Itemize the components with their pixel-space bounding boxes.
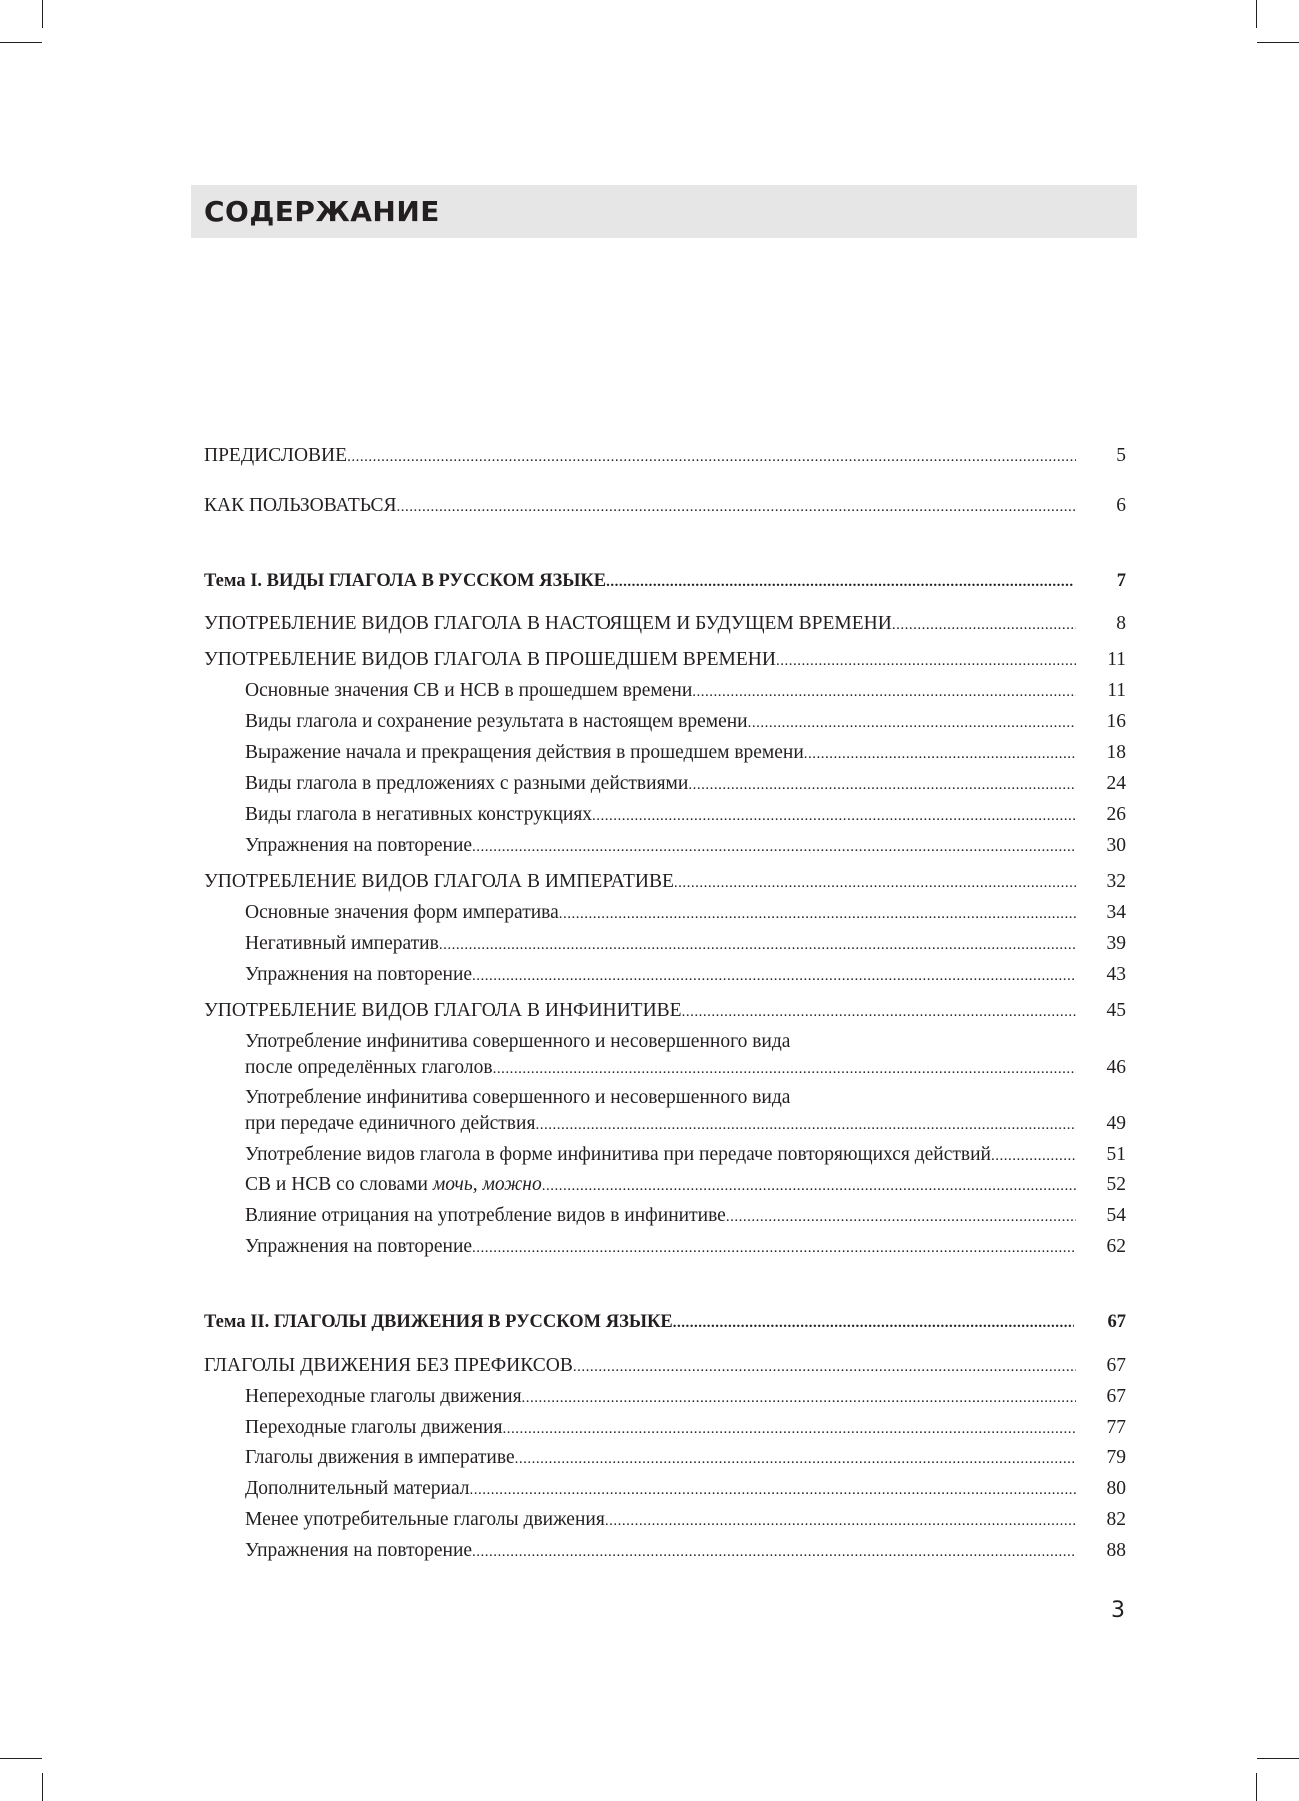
toc-entry-page: 32 (1106, 871, 1126, 892)
dot-leader (673, 1311, 1074, 1335)
toc-entry-page: 67 (1106, 1386, 1126, 1407)
toc-subsection-entry[interactable] (204, 932, 1126, 956)
toc-entry-page: 8 (1116, 613, 1126, 634)
toc-subsection-entry[interactable] (204, 772, 1126, 796)
dot-leader (439, 933, 1076, 957)
toc-entry-label: Переходные глаголы движения (245, 1417, 503, 1438)
dot-leader (535, 1113, 1076, 1137)
toc-entry-page: 46 (1106, 1057, 1126, 1078)
toc-entry-label: Упражнения на повторение (245, 1236, 473, 1257)
dot-leader (726, 1205, 1076, 1229)
toc-entry-label: Тема I. ВИДЫ ГЛАГОЛА В РУССКОМ ЯЗЫКЕ (204, 571, 607, 591)
toc-subsection-entry[interactable] (204, 1508, 1126, 1532)
dot-leader (573, 1355, 1076, 1379)
toc-subsection-entry[interactable] (204, 1385, 1126, 1409)
dot-leader (347, 445, 1076, 469)
toc-entry-page: 51 (1106, 1144, 1126, 1165)
toc-entry-label: Виды глагола и сохранение результата в настоящем времени (245, 711, 748, 732)
toc-section-entry[interactable] (204, 1354, 1126, 1378)
dot-leader (776, 649, 1076, 673)
dot-leader (472, 964, 1076, 988)
toc-entry-page: 77 (1106, 1417, 1126, 1438)
crop-mark (0, 1758, 42, 1759)
toc-entry-label: Выражение начала и прекращения действия в прошедшем времени (245, 742, 804, 763)
toc-entry-label: Упражнения на повторение (245, 964, 473, 985)
dot-leader (472, 835, 1076, 859)
dot-leader (682, 1000, 1076, 1024)
toc-subsection-entry[interactable] (204, 1235, 1126, 1259)
toc-entry-label: Виды глагола в негативных конструкциях (245, 804, 593, 825)
toc-entry-label (245, 1173, 542, 1197)
toc-entry-label-line1: Употребление инфинитива совершенного и несовершенного вида (245, 1087, 791, 1108)
toc-subsection-entry[interactable] (204, 834, 1126, 858)
toc-entry-label: ПРЕДИСЛОВИЕ (204, 445, 348, 466)
toc-subsection-entry[interactable] (204, 1416, 1126, 1440)
toc-entry-page: 16 (1106, 711, 1126, 732)
dot-leader (502, 1417, 1076, 1441)
dot-leader (688, 773, 1076, 797)
toc-subsection-entry[interactable] (204, 710, 1126, 734)
dot-leader (472, 1236, 1076, 1260)
toc-subsection-entry[interactable] (204, 803, 1126, 827)
toc-entry-page: 79 (1106, 1447, 1126, 1468)
toc-entry[interactable] (204, 444, 1126, 468)
dot-leader (592, 804, 1076, 828)
dot-leader (470, 1478, 1076, 1502)
toc-entry-page: 54 (1106, 1205, 1126, 1226)
dot-leader (991, 1144, 1076, 1168)
toc-entry-page: 82 (1106, 1509, 1126, 1530)
toc-section-entry[interactable] (204, 870, 1126, 894)
toc-entry-page: 39 (1106, 933, 1126, 954)
toc-entry-label: Основные значения СВ и НСВ в прошедшем времени (245, 680, 693, 701)
toc-entry-label: ГЛАГОЛЫ ДВИЖЕНИЯ БЕЗ ПРЕФИКСОВ (204, 1355, 573, 1376)
crop-mark (1256, 1773, 1257, 1801)
toc-entry-label-line2: при передаче единичного действия (245, 1113, 536, 1134)
toc-entry-page: 24 (1106, 773, 1126, 794)
dot-leader (522, 1386, 1076, 1410)
toc-entry-page: 30 (1106, 835, 1126, 856)
toc-entry-page: 26 (1106, 804, 1126, 825)
toc-subsection-entry[interactable] (204, 741, 1126, 765)
dot-leader (674, 871, 1076, 895)
toc-section-entry[interactable] (204, 999, 1126, 1023)
toc-entry-page: 62 (1106, 1236, 1126, 1257)
dot-leader (748, 711, 1076, 735)
toc-subsection-entry[interactable] (204, 1173, 1126, 1197)
dot-leader (396, 495, 1076, 519)
crop-mark (42, 1773, 43, 1801)
toc-entry-page: 18 (1106, 742, 1126, 763)
toc-entry-label: Дополнительный материал (245, 1478, 470, 1499)
toc-entry-label: Влияние отрицания на употребление видов в инфинитиве (245, 1205, 726, 1226)
toc-entry-label: Глаголы движения в императиве (245, 1447, 515, 1468)
crop-mark (1257, 42, 1299, 43)
toc-subsection-entry[interactable] (204, 1539, 1126, 1563)
toc-subsection-entry[interactable] (204, 1086, 1126, 1136)
dot-leader (559, 902, 1076, 926)
toc-entry-label-line2: после определённых глаголов (245, 1057, 493, 1078)
toc-subsection-entry[interactable] (204, 963, 1126, 987)
toc-entry-page: 45 (1106, 1000, 1126, 1021)
toc-theme-entry[interactable] (204, 569, 1126, 593)
toc-entry-label-prefix: СВ и НСВ со словами (245, 1174, 433, 1195)
toc-entry-label: Виды глагола в предложениях с разными действиями (245, 773, 689, 794)
toc-entry-page: 88 (1106, 1540, 1126, 1561)
toc-entry-page: 52 (1106, 1174, 1126, 1195)
toc-entry-page: 67 (1107, 1312, 1126, 1332)
toc-entry-page: 5 (1116, 445, 1126, 466)
dot-leader (472, 1540, 1076, 1564)
dot-leader (692, 680, 1076, 704)
toc-section-entry[interactable] (204, 612, 1126, 636)
dot-leader (542, 1174, 1076, 1198)
toc-section-entry[interactable] (204, 648, 1126, 672)
toc-entry-label: Основные значения форм императива (245, 902, 559, 923)
toc-entry-label: Упражнения на повторение (245, 1540, 473, 1561)
toc-subsection-entry[interactable] (204, 679, 1126, 703)
toc-entry-label: Негативный императив (245, 933, 439, 954)
crop-mark (42, 0, 43, 28)
toc-entry-page: 11 (1107, 649, 1126, 670)
toc-subsection-entry[interactable] (204, 1446, 1126, 1470)
crop-mark (1256, 0, 1257, 28)
crop-mark (1257, 1758, 1299, 1759)
page-number: 3 (1111, 1598, 1125, 1623)
toc-entry-page: 7 (1116, 571, 1126, 591)
toc-entry-label: Менее употребительные глаголы движения (245, 1509, 605, 1530)
toc-entry-label: УПОТРЕБЛЕНИЕ ВИДОВ ГЛАГОЛА В НАСТОЯЩЕМ И БУДУЩЕМ ВРЕМЕНИ (204, 613, 892, 634)
toc-entry-label: УПОТРЕБЛЕНИЕ ВИДОВ ГЛАГОЛА В ИМПЕРАТИВЕ (204, 871, 674, 892)
toc-entry-page: 11 (1107, 680, 1126, 701)
toc-subsection-entry[interactable] (204, 1204, 1126, 1228)
toc-entry-page: 6 (1116, 495, 1126, 516)
dot-leader (515, 1447, 1076, 1471)
toc-theme-entry[interactable] (204, 1310, 1126, 1334)
toc-entry-label: КАК ПОЛЬЗОВАТЬСЯ (204, 495, 397, 516)
toc-subsection-entry[interactable] (204, 1477, 1126, 1501)
dot-leader (606, 570, 1074, 594)
dot-leader (493, 1057, 1076, 1081)
crop-mark (0, 42, 42, 43)
toc-subsection-entry[interactable] (204, 1143, 1126, 1167)
toc-entry-page: 49 (1106, 1113, 1126, 1134)
toc-entry-label: УПОТРЕБЛЕНИЕ ВИДОВ ГЛАГОЛА В ИНФИНИТИВЕ (204, 1000, 682, 1021)
dot-leader (892, 613, 1076, 637)
toc-entry-label: Упражнения на повторение (245, 835, 473, 856)
toc-subsection-entry[interactable] (204, 901, 1126, 925)
toc-entry-page: 67 (1106, 1355, 1126, 1376)
dot-leader (605, 1509, 1076, 1533)
page-title: СОДЕРЖАНИЕ (204, 195, 440, 228)
toc-entry-label: УПОТРЕБЛЕНИЕ ВИДОВ ГЛАГОЛА В ПРОШЕДШЕМ ВРЕМЕНИ (204, 649, 776, 670)
toc-entry-page: 34 (1106, 902, 1126, 923)
toc-subsection-entry[interactable] (204, 1030, 1126, 1080)
contents-heading-band (191, 185, 1137, 238)
toc-entry-page: 80 (1106, 1478, 1126, 1499)
toc-entry-label-line1: Употребление инфинитива совершенного и несовершенного вида (245, 1031, 791, 1052)
toc-entry-page: 43 (1106, 964, 1126, 985)
toc-entry[interactable] (204, 494, 1126, 518)
toc-entry-label-italic: мочь, можно (432, 1174, 542, 1195)
toc-entry-label: Тема II. ГЛАГОЛЫ ДВИЖЕНИЯ В РУССКОМ ЯЗЫКЕ (204, 1312, 673, 1332)
dot-leader (804, 742, 1076, 766)
toc-entry-label: Непереходные глаголы движения (245, 1386, 522, 1407)
toc-entry-label: Употребление видов глагола в форме инфинитива при передаче повторяющихся действий (245, 1144, 991, 1165)
